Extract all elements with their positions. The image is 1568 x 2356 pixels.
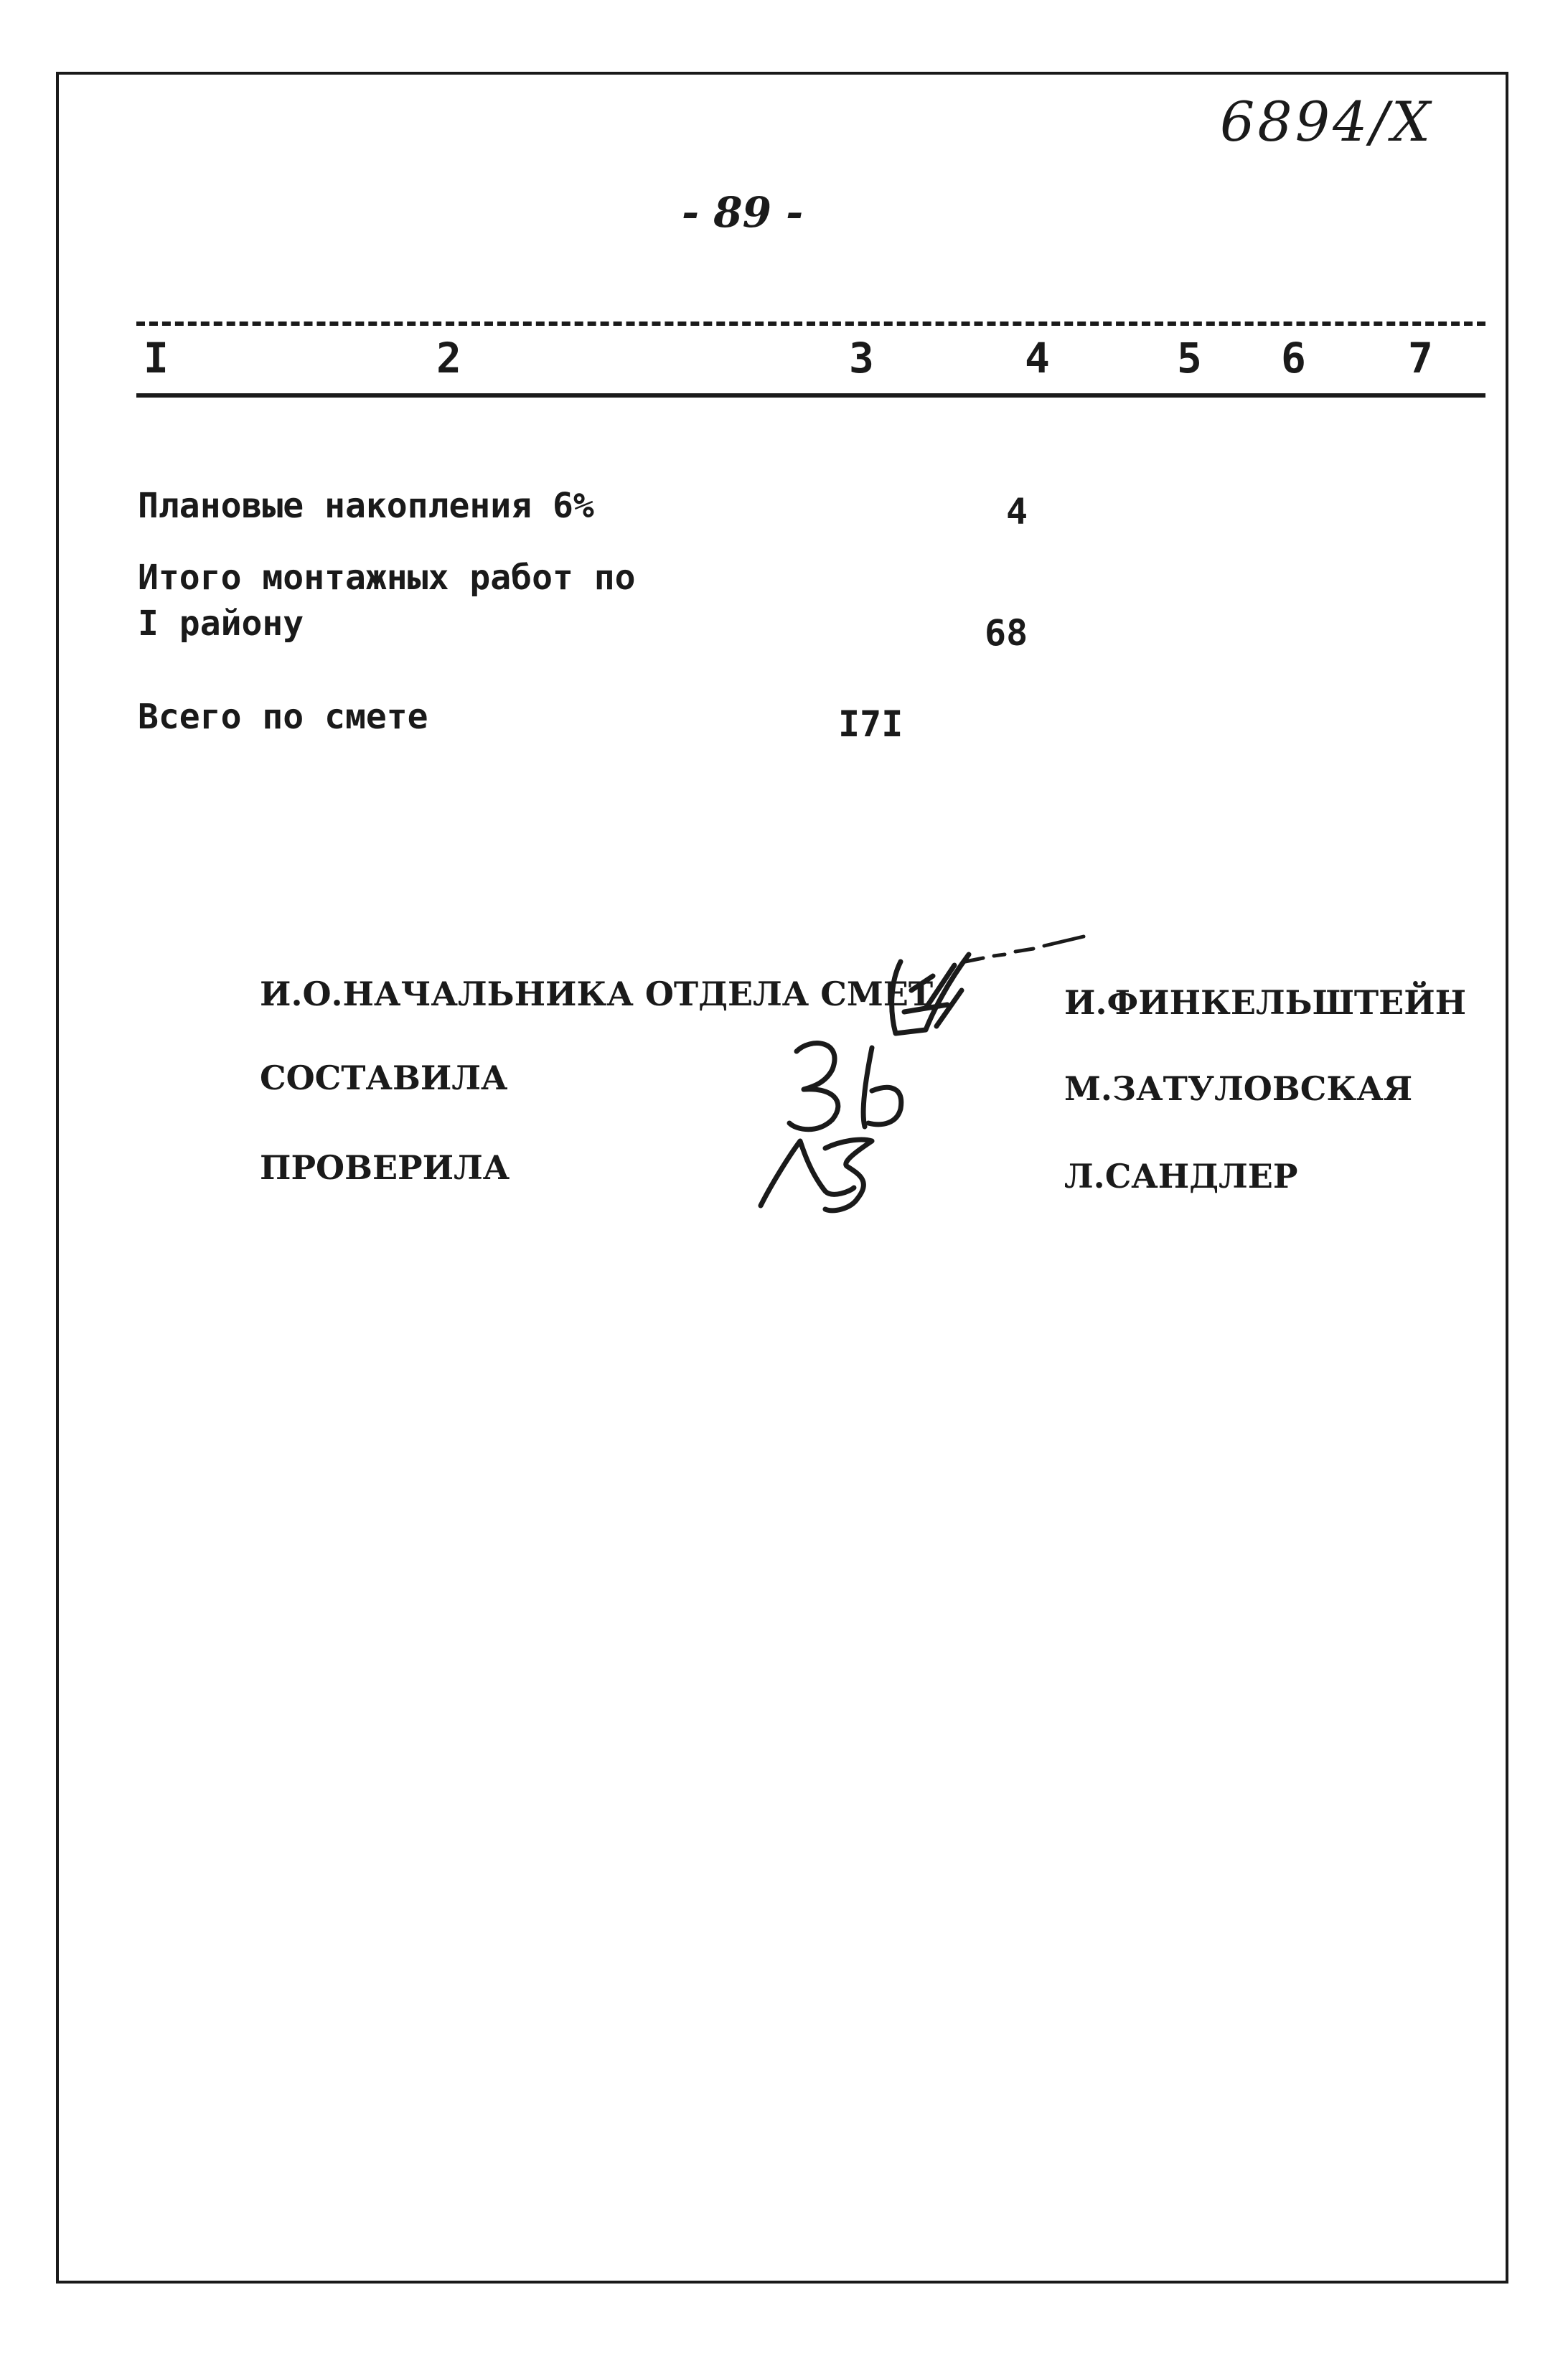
header-dashed-rule — [136, 322, 1485, 326]
signature-head-tail — [965, 937, 1084, 962]
row-label-planned-savings: Плановые накопления 6% — [138, 486, 594, 526]
signatory-role-head: И.О.НАЧАЛЬНИКА ОТДЕЛА СМЕТ — [260, 975, 934, 1013]
row-value-installation-total: 68 — [985, 612, 1028, 654]
row-value-estimate-total: I7I — [838, 703, 903, 745]
signatory-name-head: И.ФИНКЕЛЬШТЕЙН — [1064, 983, 1467, 1022]
signature-head — [892, 954, 969, 1033]
signatory-role-compiled: СОСТАВИЛА — [260, 1059, 508, 1097]
signature-checked — [761, 1140, 872, 1211]
signatory-name-checked: Л.САНДЛЕР — [1064, 1157, 1298, 1196]
column-header-7: 7 — [1408, 334, 1433, 383]
archive-number: 6894/X — [1220, 90, 1434, 154]
row-value-planned-savings: 4 — [1006, 491, 1028, 532]
header-solid-rule — [136, 393, 1485, 398]
row-label-installation-total: Итого монтажных работ по — [138, 558, 636, 598]
signatory-name-compiled: М.ЗАТУЛОВСКАЯ — [1064, 1069, 1413, 1108]
signatory-role-checked: ПРОВЕРИЛА — [260, 1148, 510, 1187]
column-header-3: 3 — [849, 334, 874, 383]
column-header-5: 5 — [1177, 334, 1202, 383]
column-header-4: 4 — [1025, 334, 1050, 383]
column-header-1: I — [144, 334, 169, 383]
handwritten-signatures — [718, 904, 1119, 1234]
column-header-6: 6 — [1281, 334, 1306, 383]
row-label-estimate-total: Всего по смете — [138, 697, 428, 737]
row-label-installation-total-line2: I району — [138, 604, 304, 644]
signature-compiled — [789, 1043, 901, 1130]
page-number: - 89 - — [682, 188, 804, 237]
column-header-2: 2 — [436, 334, 461, 383]
